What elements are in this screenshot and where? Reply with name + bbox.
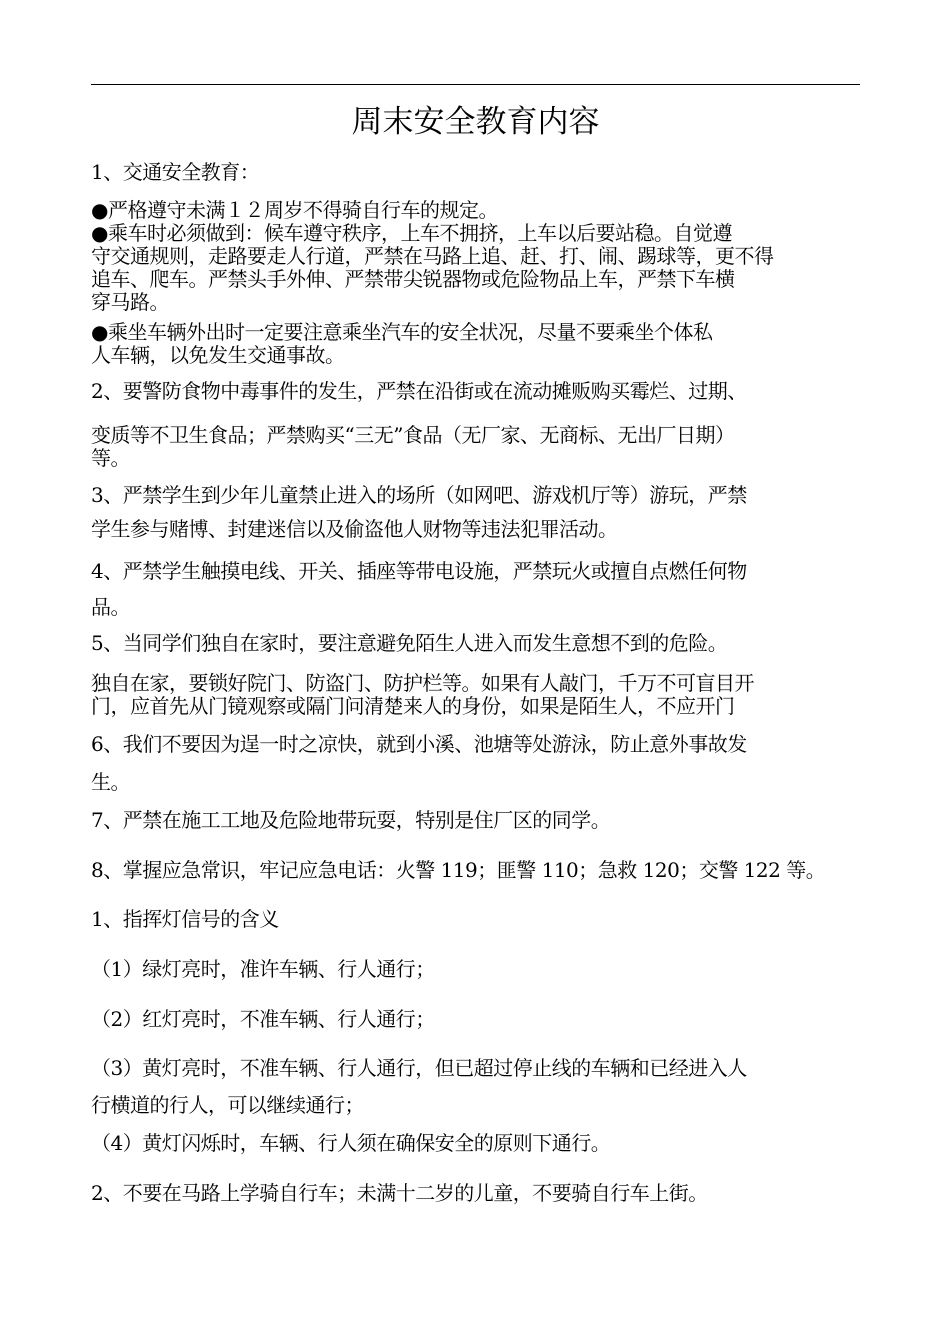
bullet-vehicle-line-1: ●乘坐车辆外出时一定要注意乘坐汽车的安全状况，尽量不要乘坐个体私 <box>91 320 713 344</box>
bullet-riding-line-2: 守交通规则，走路要走人行道，严禁在马路上追、赶、打、闹、踢球等，更不得 <box>91 244 774 268</box>
signal-green: （1）绿灯亮时，准许车辆、行人通行； <box>91 957 435 981</box>
bullet-riding-line-4: 穿马路。 <box>91 290 169 314</box>
page-title: 周末安全教育内容 <box>351 104 600 140</box>
item-bicycle-practice: 2、不要在马路上学骑自行车；未满十二岁的儿童，不要骑自行车上街。 <box>91 1181 708 1205</box>
item-emergency-numbers: 8、掌握应急常识，牢记应急电话：火警 119；匪警 110；急救 120；交警 122 等。 <box>91 858 826 882</box>
item-swim-line-1: 6、我们不要因为逞一时之凉快，就到小溪、池塘等处游泳，防止意外事故发 <box>91 732 747 756</box>
item-home-line-1: 5、当同学们独自在家时，要注意避免陌生人进入而发生意想不到的危险。 <box>91 631 728 655</box>
item-venues-line-1: 3、严禁学生到少年儿童禁止进入的场所（如网吧、游戏机厅等）游玩，严禁 <box>91 483 747 507</box>
signal-yellow-flashing: （4）黄灯闪烁时，车辆、行人须在确保安全的原则下通行。 <box>91 1131 611 1155</box>
bullet-riding-line-3: 追车、爬车。严禁头手外伸、严禁带尖锐器物或危险物品上车，严禁下车横 <box>91 267 735 291</box>
bullet-bicycle-age: ●严格遵守未满１２周岁不得骑自行车的规定。 <box>91 198 498 222</box>
item-food-line-2: 变质等不卫生食品；严禁购买“三无”食品（无厂家、无商标、无出厂日期） <box>91 423 735 447</box>
section-signal-heading: 1、指挥灯信号的含义 <box>91 907 279 931</box>
item-electric-line-2: 品。 <box>91 595 130 619</box>
item-home-line-2: 独自在家，要锁好院门、防盗门、防护栏等。如果有人敲门，千万不可盲目开 <box>91 671 754 695</box>
section-traffic-heading: 1、交通安全教育： <box>91 160 260 184</box>
item-food-line-1: 2、要警防食物中毒事件的发生，严禁在沿街或在流动摊贩购买霉烂、过期、 <box>91 379 747 403</box>
item-construction: 7、严禁在施工工地及危险地带玩耍，特别是住厂区的同学。 <box>91 808 611 832</box>
bullet-vehicle-line-2: 人车辆，以免发生交通事故。 <box>91 343 345 367</box>
item-swim-line-2: 生。 <box>91 770 130 794</box>
bullet-riding-line-1: ●乘车时必须做到：候车遵守秩序，上车不拥挤，上车以后要站稳。自觉遵 <box>91 221 732 245</box>
signal-red: （2）红灯亮时，不准车辆、行人通行； <box>91 1007 435 1031</box>
header-rule <box>91 84 860 85</box>
signal-yellow-line-1: （3）黄灯亮时，不准车辆、行人通行，但已超过停止线的车辆和已经进入人 <box>91 1056 747 1080</box>
item-home-line-3: 门，应首先从门镜观察或隔门问清楚来人的身份，如果是陌生人，不应开门 <box>91 694 735 718</box>
item-electric-line-1: 4、严禁学生触摸电线、开关、插座等带电设施，严禁玩火或擅自点燃任何物 <box>91 559 747 583</box>
item-food-line-3: 等。 <box>91 446 130 470</box>
item-venues-line-2: 学生参与赌博、封建迷信以及偷盗他人财物等违法犯罪活动。 <box>91 517 618 541</box>
signal-yellow-line-2: 行横道的行人，可以继续通行； <box>91 1093 364 1117</box>
